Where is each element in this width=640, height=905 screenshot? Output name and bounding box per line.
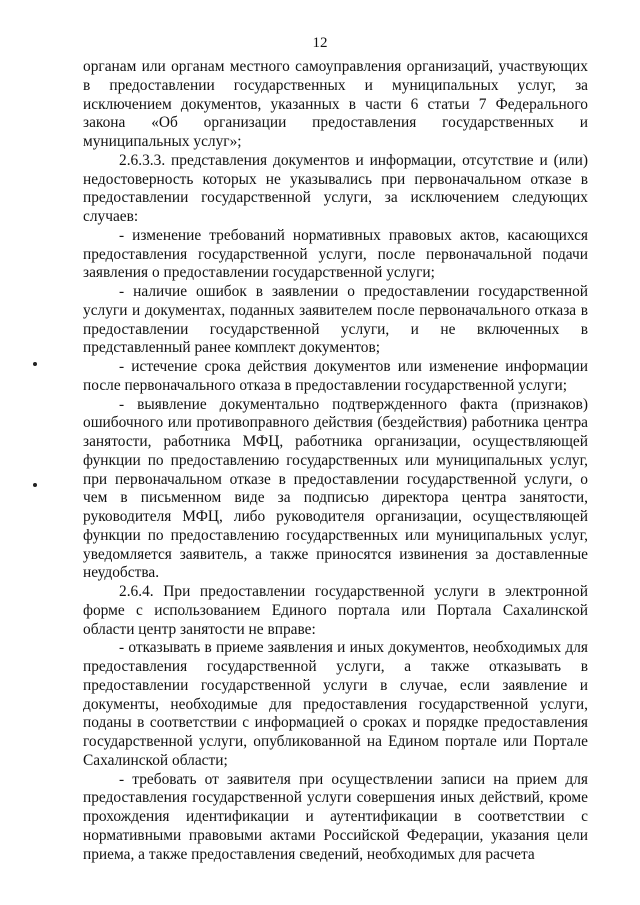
scan-mark-dot xyxy=(33,483,37,487)
list-item-erroneous-action: - выявление документально подтвержденного факта (признаков) ошибочного или противоправного действия (бездействия) работника центра занятости, работника МФЦ, работника организации, осуществляющей функции по предоставлению государственных или муниципальных услуг, при первоначальном отказе в предоставлении государственной услуги, о чем в письменном виде за подписью директора центра занятости, руководителя МФЦ, либо руководителя организации, осуществляющей функции по предоставлению государственных или муниципальных услуг, уведомляется заявитель, а также приносятся извинения за доставленные неудобства. xyxy=(83,395,588,582)
page-number: 12 xyxy=(312,35,328,51)
list-item-require-actions: - требовать от заявителя при осуществлении записи на прием для предоставления государственной услуги совершения иных действий, кроме прохождения идентификации и аутентификации в соответствии с нормативными правовыми актами Российской Федерации, указания цели приема, а также предоставления сведений, необходимых для расчета xyxy=(83,770,588,863)
scan-mark-dot xyxy=(33,362,37,366)
document-body xyxy=(83,58,588,864)
paragraph-2-6-4: 2.6.4. При предоставлении государственной услуги в электронной форме с использованием Единого портала или Портала Сахалинской области центр занятости не вправе: xyxy=(83,583,588,638)
paragraph-2-6-3-3: 2.6.3.3. представления документов и информации, отсутствие и (или) недостоверность которых не указывались при первоначальном отказе в предоставлении государственной услуги, за исключением следующих случаев: xyxy=(83,151,588,225)
list-item-refuse-acceptance: - отказывать в приеме заявления и иных документов, необходимых для предоставления государственной услуги, а также отказывать в предоставлении государственной услуги в случае, если заявление и документы, необходимые для предоставления государственной услуги, поданы в соответствии с информацией о сроках и порядке предоставления государственной услуги, опубликованной на Едином портале или Портале Сахалинской области; xyxy=(83,639,588,769)
paragraph-continuation: органам или органам местного самоуправления организаций, участвующих в предоставлении государственных и муниципальных услуг, за исключением документов, указанных в части 6 статьи 7 Федерального закона «Об организации предоставления государственных и муниципальных услуг»; xyxy=(83,58,588,150)
list-item-document-expiry: - истечение срока действия документов или изменение информации после первоначального отказа в предоставлении государственной услуги; xyxy=(83,358,588,394)
list-item-errors-in-application: - наличие ошибок в заявлении о предоставлении государственной услуги и документах, поданных заявителем после первоначального отказа в предоставлении государственной услуги, и не включенных в представленный ранее комплект документов; xyxy=(83,283,588,357)
list-item-requirements-change: - изменение требований нормативных правовых актов, касающихся предоставления государственной услуги, после первоначальной подачи заявления о предоставлении государственной услуги; xyxy=(83,226,588,282)
